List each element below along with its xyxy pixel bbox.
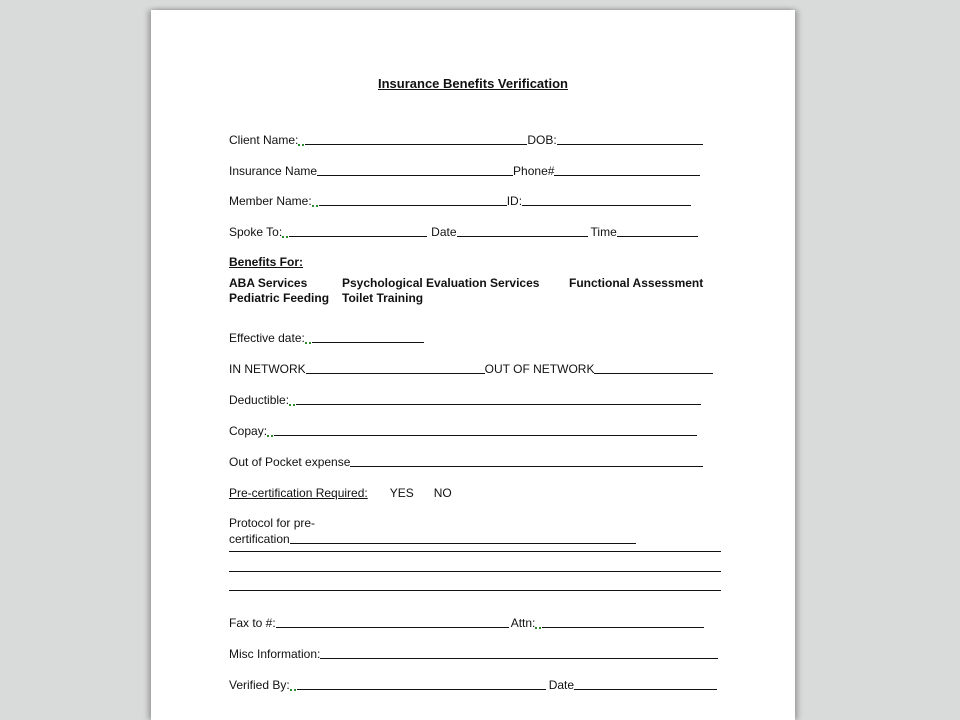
spoke-to-field[interactable] (289, 236, 427, 237)
id-field[interactable] (522, 205, 691, 206)
time-label: Time (590, 225, 617, 239)
benefit-psychological-evaluation[interactable]: Psychological Evaluation Services (342, 276, 540, 290)
attn-field[interactable] (542, 627, 704, 628)
in-network-label: IN NETWORK (229, 362, 306, 376)
grammar-marker (312, 205, 318, 207)
out-of-network-label: OUT OF NETWORK (484, 362, 595, 376)
form-title: Insurance Benefits Verification (377, 76, 568, 91)
protocol-label-2: certification (229, 532, 290, 546)
grammar-marker (298, 144, 304, 146)
insurance-name-row (229, 162, 700, 178)
protocol-field[interactable] (290, 543, 636, 544)
out-of-pocket-label: Out of Pocket expense (229, 455, 351, 469)
effective-date-row (229, 329, 424, 345)
deductible-row (229, 391, 701, 407)
benefit-functional-assessment[interactable]: Functional Assessment (569, 276, 704, 290)
spoke-to-row (229, 223, 698, 239)
document-page (151, 10, 795, 720)
precert-row (229, 484, 452, 500)
date-field[interactable] (457, 236, 588, 237)
member-name-row (229, 192, 691, 208)
misc-label: Misc Information: (229, 647, 321, 661)
network-row (229, 360, 713, 376)
benefit-aba-services[interactable]: ABA Services (229, 276, 308, 290)
effective-date-field[interactable] (312, 342, 424, 343)
client-name-label: Client Name: (229, 133, 299, 147)
member-name-field[interactable] (319, 205, 507, 206)
grammar-marker (282, 236, 288, 238)
grammar-marker (290, 689, 296, 691)
time-field[interactable] (617, 236, 698, 237)
client-name-row (229, 131, 703, 147)
out-of-network-field[interactable] (594, 373, 713, 374)
insurance-name-field[interactable] (317, 175, 513, 176)
phone-label: Phone# (513, 164, 555, 178)
id-label: ID: (506, 194, 523, 208)
client-name-field[interactable] (305, 144, 527, 145)
yes-option[interactable]: YES (389, 486, 414, 500)
verified-by-label: Verified By: (229, 678, 290, 692)
grammar-marker (267, 435, 273, 437)
dob-field[interactable] (557, 144, 703, 145)
protocol-line-3[interactable] (229, 590, 721, 591)
benefit-pediatric-feeding[interactable]: Pediatric Feeding (229, 291, 330, 305)
copay-field[interactable] (274, 435, 697, 436)
member-name-label: Member Name: (229, 194, 312, 208)
grammar-marker (305, 342, 311, 344)
dob-label: DOB: (527, 133, 557, 147)
in-network-field[interactable] (306, 373, 485, 374)
copay-row (229, 422, 697, 438)
benefit-toilet-training[interactable]: Toilet Training (342, 291, 424, 305)
misc-field[interactable] (320, 658, 718, 659)
precert-label: Pre-certification Required: (229, 486, 368, 500)
protocol-row-2 (229, 530, 636, 546)
fax-field[interactable] (276, 627, 509, 628)
spoke-to-label: Spoke To: (229, 225, 283, 239)
verified-date-field[interactable] (574, 689, 717, 690)
fax-row (229, 614, 704, 630)
deductible-label: Deductible: (229, 393, 290, 407)
grammar-marker (289, 404, 295, 406)
benefits-for-row (229, 253, 303, 269)
out-of-pocket-field[interactable] (350, 466, 703, 467)
date-label: Date (431, 225, 457, 239)
attn-label: Attn: (510, 616, 536, 630)
verified-by-field[interactable] (297, 689, 546, 690)
protocol-line-2[interactable] (229, 571, 721, 572)
protocol-row-1 (229, 514, 315, 530)
grammar-marker (535, 627, 541, 629)
deductible-field[interactable] (296, 404, 701, 405)
verified-date-label: Date (548, 678, 575, 692)
benefits-for-label: Benefits For: (229, 255, 304, 269)
no-option[interactable]: NO (433, 486, 452, 500)
verified-row (229, 676, 717, 692)
misc-row (229, 645, 718, 661)
out-of-pocket-row (229, 453, 703, 469)
fax-label: Fax to #: (229, 616, 276, 630)
phone-field[interactable] (554, 175, 700, 176)
protocol-line-1[interactable] (229, 551, 721, 552)
protocol-label-1: Protocol for pre- (229, 516, 316, 530)
effective-date-label: Effective date: (229, 331, 305, 345)
copay-label: Copay: (229, 424, 268, 438)
insurance-name-label: Insurance Name (229, 164, 318, 178)
